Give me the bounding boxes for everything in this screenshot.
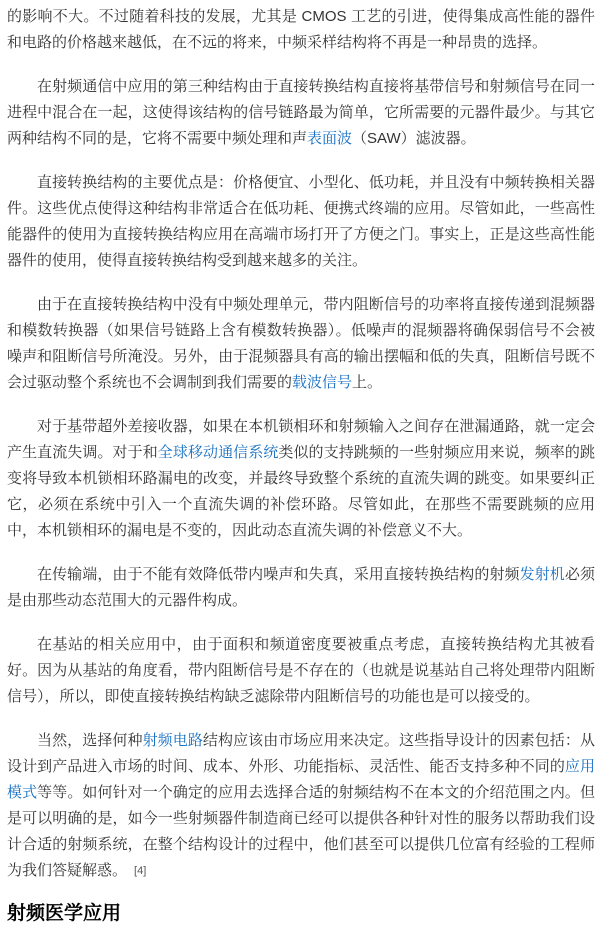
link-surface-acoustic-wave[interactable]: 表面波 bbox=[307, 130, 353, 147]
link-rf-circuit[interactable]: 射频电路 bbox=[142, 732, 203, 749]
link-carrier-signal[interactable]: 载波信号 bbox=[292, 374, 353, 391]
paragraph-base-station bbox=[7, 632, 595, 710]
paragraph-text: 必须是由那些动态范围大的元器件构成。 bbox=[7, 566, 595, 609]
paragraph-architecture-choice bbox=[7, 728, 595, 884]
link-transmitter[interactable]: 发射机 bbox=[519, 566, 565, 583]
link-application-mode[interactable]: 应用模式 bbox=[7, 758, 595, 801]
paragraph-text: 在传输端，由于不能有效降低带内噪声和失真，采用直接转换结构的射频 bbox=[37, 566, 520, 583]
section-heading-rf-medical-application: 射频医学应用 bbox=[7, 903, 122, 924]
paragraph-text: 当然，选择何种 bbox=[37, 732, 143, 749]
paragraph-text: 对于基带超外差接收器，如果在本机锁相环和射频输入之间存在泄漏通路，就一定会产生直流失调。对于和 bbox=[7, 418, 595, 461]
paragraph-text: 等等。如何针对一个确定的应用去选择合适的射频结构不在本文的介绍范围之内。但是可以明确的是，如今一些射频器件制造商已经可以提供各种针对性的服务以帮助我们设计合适的射频系统，在整个结构设计的过程中，他们甚至可以提供几位富有经验的工程师为我们答疑解惑。 bbox=[7, 784, 595, 879]
link-gsm-system[interactable]: 全球移动通信系统 bbox=[157, 444, 279, 461]
paragraph-text: 上。 bbox=[352, 374, 383, 391]
paragraph-text: 由于在直接转换结构中没有中频处理单元，带内阻断信号的功率将直接传递到混频器和模数转换器（如果信号链路上含有模数转换器）。低噪声的混频器将确保弱信号不会被噪声和阻断信号所淹没。另外，由于混频器具有高的输出摆幅和低的失真，阻断信号既不会过驱动整个系统也不会调制到我们需要的 bbox=[7, 296, 595, 391]
paragraph-text: 的影响不大。不过随着科技的发展，尤其是 CMOS 工艺的引进，使得集成高性能的器件和电路的价格越来越低，在不远的将来，中频采样结构将不再是一种昂贵的选择。 bbox=[7, 8, 595, 51]
paragraph-text: 在基站的相关应用中，由于面积和频道密度要被重点考虑，直接转换结构尤其被看好。因为从基站的角度看，带内阻断信号是不存在的（也就是说基站自己将处理带内阻断信号），所以，即使直接转换结构缺乏滤除带内阻断信号的功能也是可以接受的。 bbox=[7, 636, 595, 705]
paragraph-dc-offset bbox=[7, 414, 595, 544]
paragraph-text: 结构应该由市场应用来决定。这些指导设计的因素包括：从设计到产品进入市场的时间、成本、外形、功能指标、灵活性、能否支持多种不同的 bbox=[7, 732, 595, 775]
paragraph-direct-conversion-advantages bbox=[7, 170, 595, 274]
reference-4-marker[interactable]: [4] bbox=[134, 865, 147, 877]
paragraph-text: 直接转换结构的主要优点是：价格便宜、小型化、低功耗，并且没有中频转换相关器件。这些优点使得这种结构非常适合在低功耗、便携式终端的应用。尽管如此，一些高性能器件的使用为直接转换结构应用在高端市场打开了方便之门。事实上，正是这些高性能器件的使用，使得直接转换结构受到越来越多的关注。 bbox=[7, 174, 595, 269]
paragraph-transmitter-side bbox=[7, 562, 595, 614]
paragraph-text: 类似的支持跳频的一些射频应用来说，频率的跳变将导致本机锁相环路漏电的改变，并最终导致整个系统的直流失调的跳变。如果要纠正它，必须在系统中引入一个直流失调的补偿环路。尽管如此，在那些不需要跳频的应用中，本机锁相环的漏电是不变的，因此动态直流失调的补偿意义不大。 bbox=[7, 444, 595, 539]
paragraph-text: 在射频通信中应用的第三种结构由于直接转换结构直接将基带信号和射频信号在同一进程中混合在一起，这使得该结构的信号链路最为简单，它所需要的元器件最少。与其它两种结构不同的是，它将不需要中频处理和声 bbox=[7, 78, 595, 147]
paragraph-if-sampling-cost bbox=[7, 4, 595, 56]
paragraph-direct-conversion-intro bbox=[7, 74, 595, 152]
paragraph-no-if-unit bbox=[7, 292, 595, 396]
paragraph-text: （SAW）滤波器。 bbox=[352, 130, 476, 147]
